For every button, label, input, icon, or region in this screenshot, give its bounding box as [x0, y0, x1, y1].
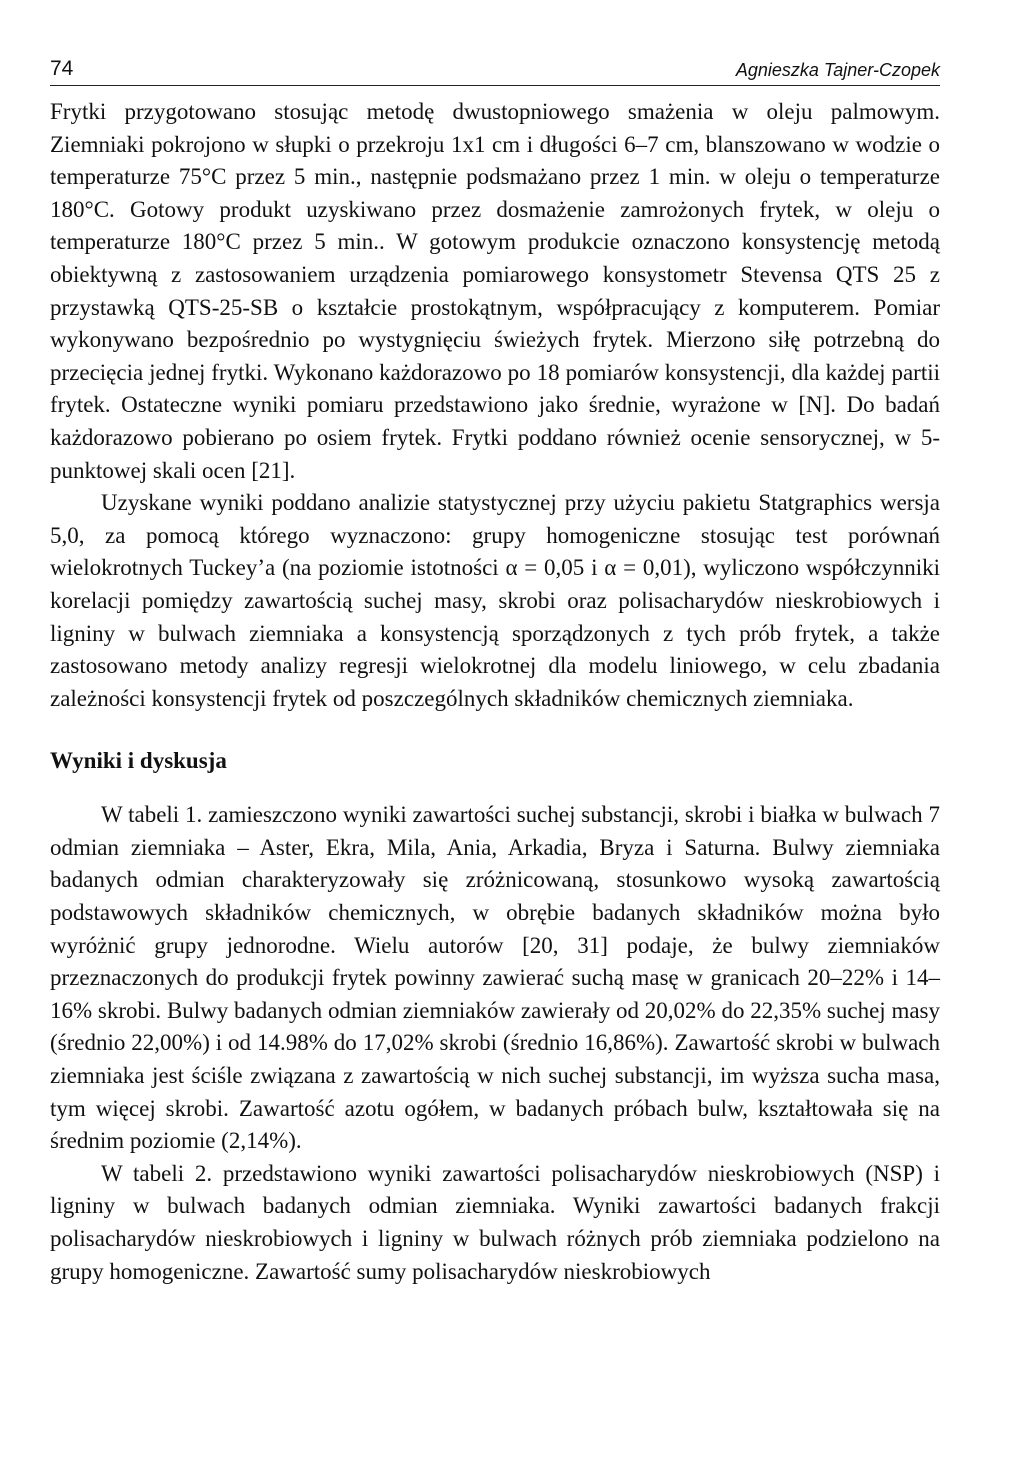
running-head-author: Agnieszka Tajner-Czopek	[735, 60, 940, 80]
page-header	[50, 50, 940, 86]
paragraph-results-2: W tabeli 2. przedstawiono wyniki zawartości polisacharydów nieskrobiowych (NSP) i ligniny w bulwach badanych odmian ziemniaka. Wyniki zawartości badanych frakcji polisacharydów nieskrobiowych i ligniny w bulwach różnych prób ziemniaka podzielono na grupy homogeniczne. Zawartość sumy polisacharydów nieskrobiowych	[50, 1160, 940, 1284]
page-body	[50, 96, 940, 1288]
paragraph-methods-2: Uzyskane wyniki poddano analizie statystycznej przy użyciu pakietu Statgraphics wersja 5,0, za pomocą którego wyznaczono: grupy homogeniczne stosując test porównań wielokrotnych Tuckey’a (na poziomie istotności α = 0,05 i α = 0,01), wyliczono współczynniki korelacji pomiędzy zawartością suchej masy, skrobi oraz polisacharydów nieskrobiowych i ligniny w bulwach ziemniaka a konsystencją sporządzonych z tych prób frytek, a także zastosowano metody analizy regresji wielokrotnej dla modelu liniowego, w celu zbadania zależności konsystencji frytek od poszczególnych składników chemicznych ziemniaka.	[50, 490, 940, 711]
section-heading: Wyniki i dyskusja	[50, 748, 227, 774]
page-number: 74	[50, 57, 74, 80]
paragraph-results-1: W tabeli 1. zamieszczono wyniki zawartości suchej substancji, skrobi i białka w bulwach 7 odmian ziemniaka – Aster, Ekra, Mila, Ania, Arkadia, Bryza i Saturna. Bulwy ziemniaka badanych odmian charakteryzowały się zróżnicowaną, stosunkowo wysoką zawartością podstawowych składników chemicznych, w obrębie badanych składników można było wyróżnić grupy jednorodne. Wielu autorów [20, 31] podaje, że bulwy ziemniaków przeznaczonych do produkcji frytek powinny zawierać suchą masę w granicach 20–22% i 14–16% skrobi. Bulwy badanych odmian ziemniaków zawierały od 20,02% do 22,35% suchej masy (średnio 22,00%) i od 14.98% do 17,02% skrobi (średnio 16,86%). Zawartość skrobi w bulwach ziemniaka jest ściśle związana z zawartością w nich suchej substancji, im wyższa sucha masa, tym więcej skrobi. Zawartość azotu ogółem, w badanych próbach bulw, kształtowała się na średnim poziomie (2,14%).	[50, 802, 940, 1154]
paragraph-methods-1: Frytki przygotowano stosując metodę dwustopniowego smażenia w oleju palmowym. Ziemniaki pokrojono w słupki o przekroju 1x1 cm i długości 6–7 cm, blanszowano w wodzie o temperaturze 75°C przez 5 min., następnie podsmażano przez 1 min. w oleju o temperaturze 180°C. Gotowy produkt uzyskiwano przez dosmażenie zamrożonych frytek, w oleju o temperaturze 180°C przez 5 min.. W gotowym produkcie oznaczono konsystencję metodą obiektywną z zastosowaniem urządzenia pomiarowego konsystometr Stevensa QTS 25 z przystawką QTS-25-SB o kształcie prostokątnym, współpracujący z komputerem. Pomiar wykonywano bezpośrednio po wystygnięciu świeżych frytek. Mierzono siłę potrzebną do przecięcia jednej frytki. Wykonano każdorazowo po 18 pomiarów konsystencji, dla każdej partii frytek. Ostateczne wyniki pomiaru przedstawiono jako średnie, wyrażone w [N]. Do badań każdorazowo pobierano po osiem frytek. Frytki poddano również ocenie sensorycznej, w 5-punktowej skali ocen [21].	[50, 99, 940, 483]
